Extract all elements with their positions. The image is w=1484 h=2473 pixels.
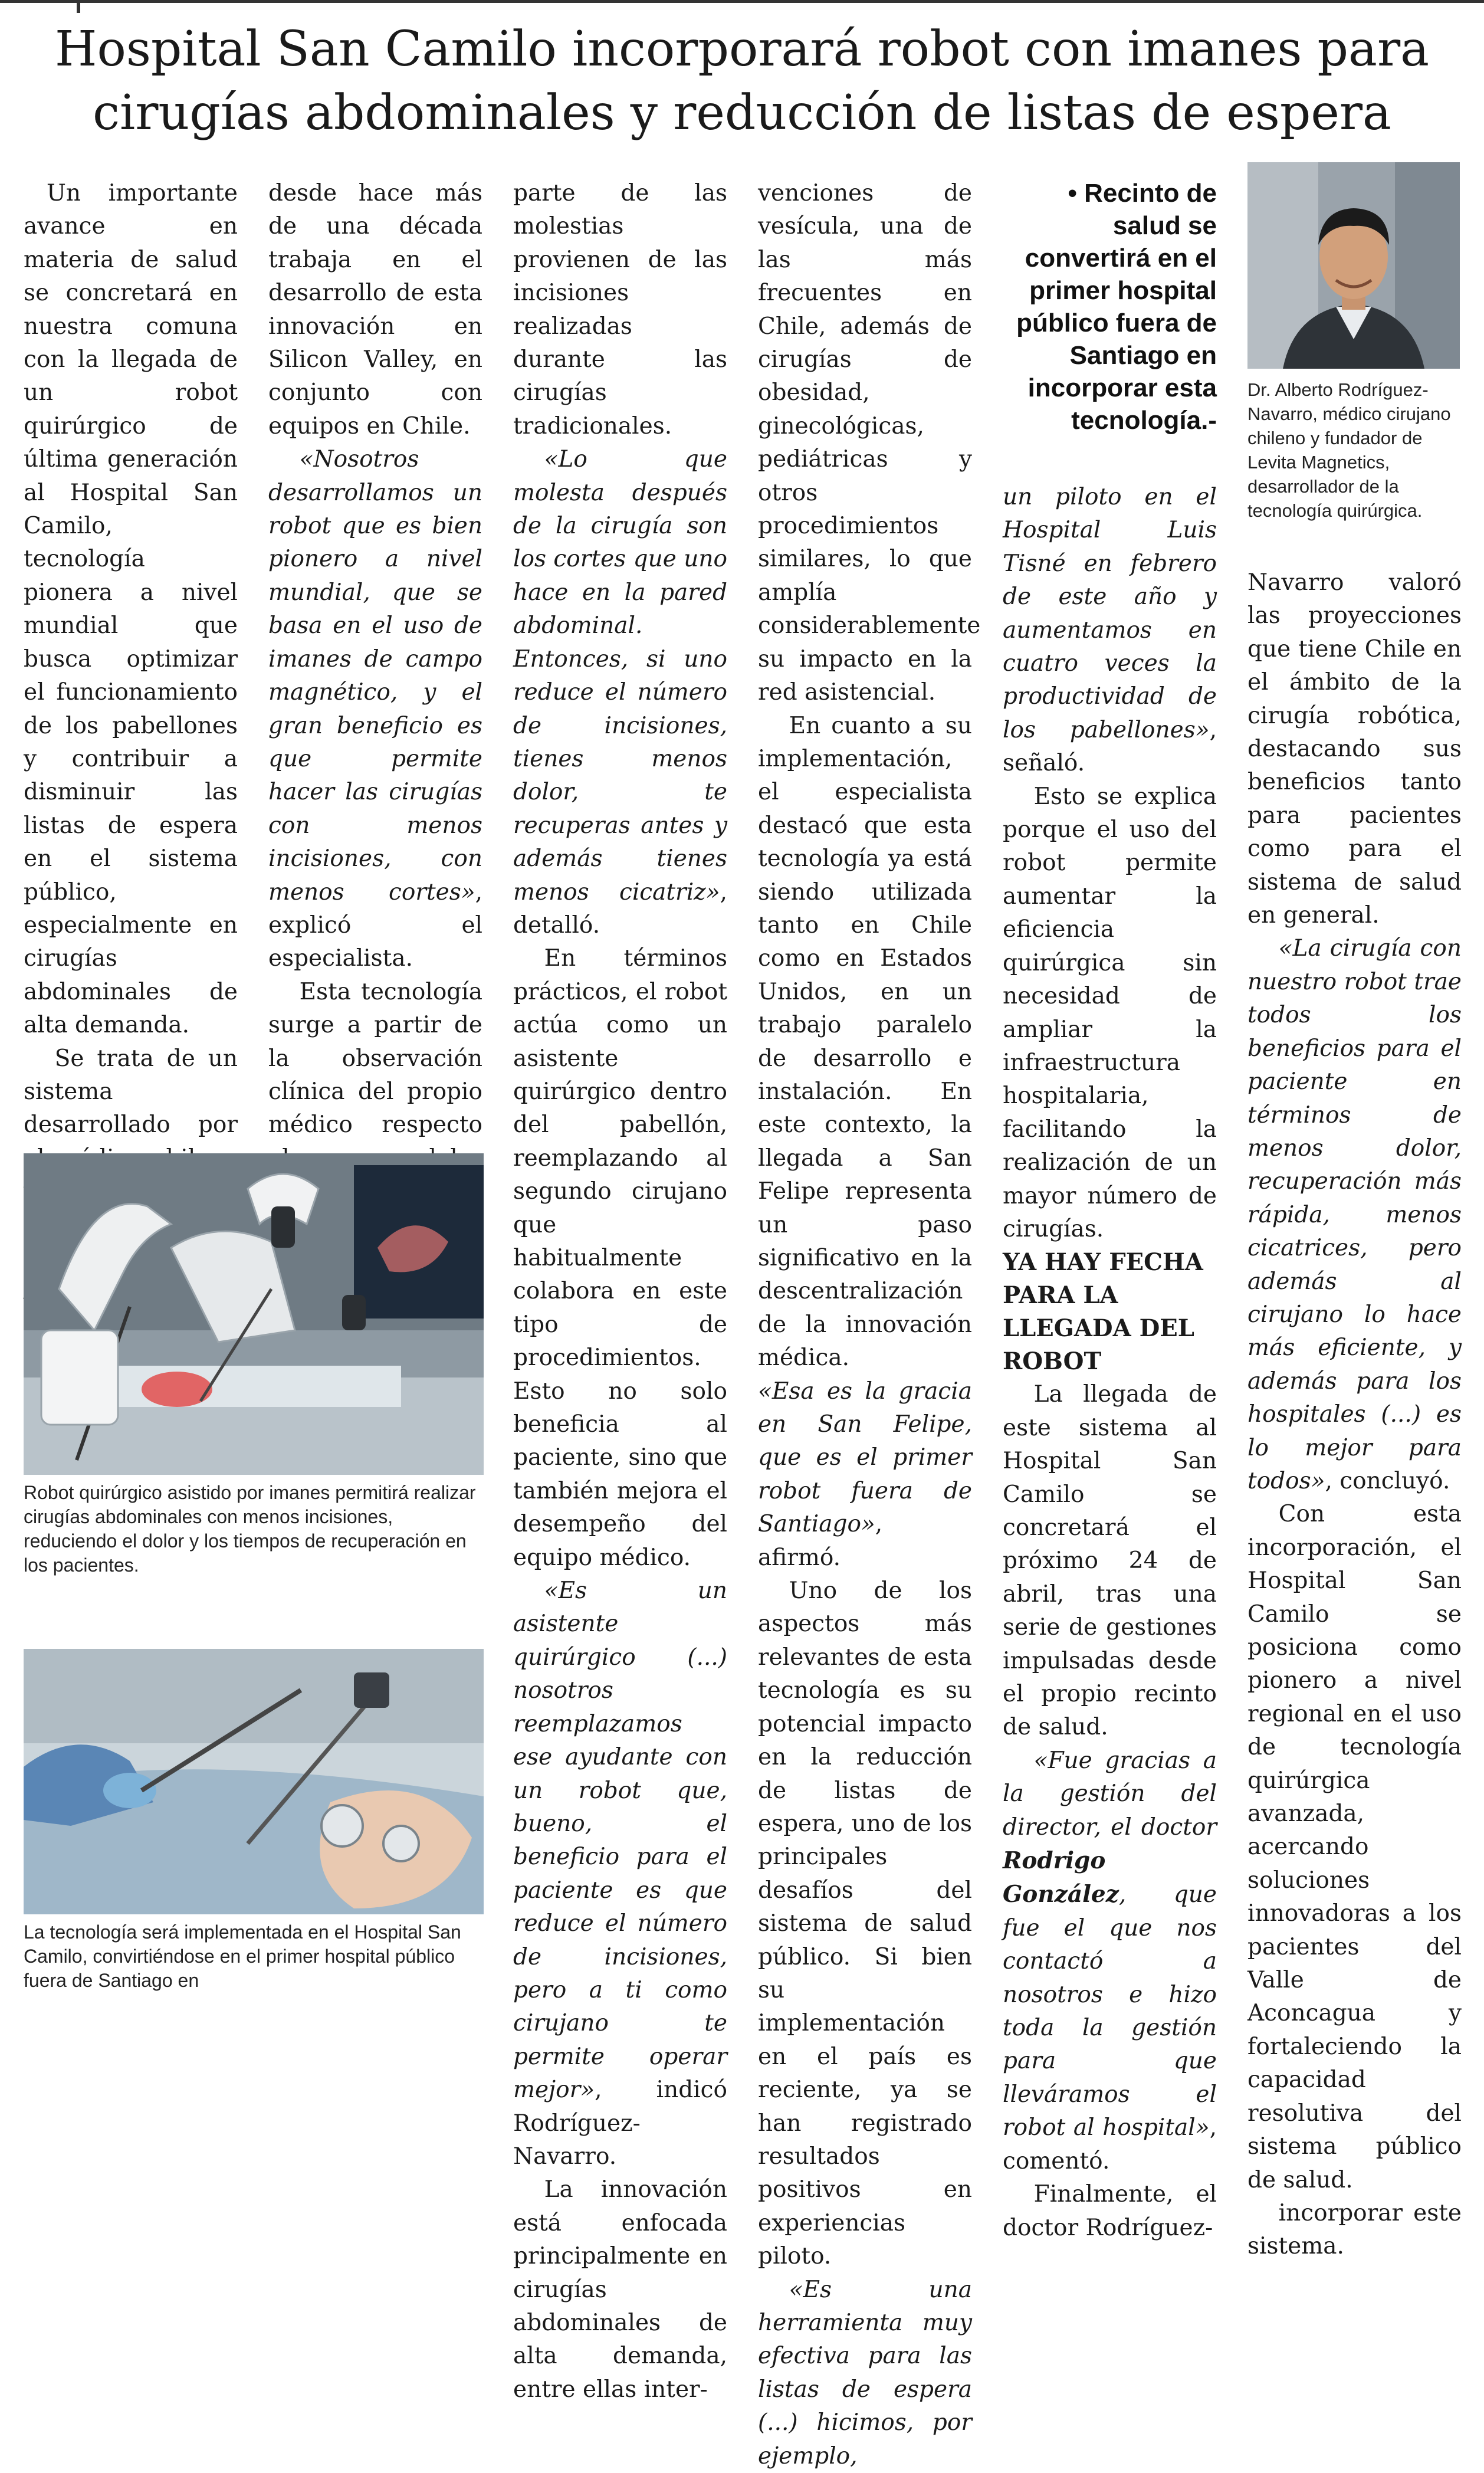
- paragraph: [1003, 1744, 1217, 2178]
- article-column-1: [24, 177, 238, 1139]
- article-column-4: [758, 177, 981, 2469]
- paragraph: [268, 443, 482, 976]
- paragraph-text: , comentó.: [1003, 2114, 1217, 2174]
- paragraph: Uno de los aspectos más relevantes de esta tecnología es su potencial impacto en la reducción de listas de espera, uno de los principales desafíos del sistema de salud público. Si bien su implementación en el país es reciente, ya se han registrado resultados positivos en experiencias piloto.: [758, 1577, 972, 2270]
- paragraph-text: , señaló.: [1003, 716, 1217, 777]
- section-subhead: YA HAY FECHA PARA LA LLEGADA DEL ROBOT: [1003, 1248, 1203, 1376]
- paragraph: [1003, 481, 1217, 780]
- paragraph: [758, 2274, 972, 2473]
- paragraph: [758, 1375, 972, 1575]
- quote: «Nosotros desarrollamos un robot que es bien pionero a nivel mundial, que se basa en el uso de imanes de campo magnético, y el gran beneficio es que permite hacer las cirugías con menos incisiones, con menos cortes»: [268, 446, 482, 906]
- article-column-5: [1003, 481, 1217, 2241]
- paragraph: [513, 443, 727, 942]
- paragraph: incorporar este sistema.: [1247, 2199, 1462, 2260]
- paragraph: Esto se explica porque el uso del robot permite aumentar la eficiencia quirúrgica sin necesidad de ampliar la infraestructura hospitalaria, facilitando la realización de un mayor número de cirugías.: [1003, 783, 1217, 1242]
- quote: un piloto en el Hospital Luis Tisné en febrero de este año y aumentamos en cuatro veces la productividad de los pabellones»: [1003, 484, 1217, 743]
- director-name: Rodrigo González: [1003, 1847, 1119, 1908]
- paragraph-text: , explicó el especialista.: [268, 878, 482, 972]
- quote: «Esa es la gracia en San Felipe, que es el primer robot fuera de Santiago»: [758, 1377, 972, 1538]
- paragraph-text: , concluyó.: [1325, 1467, 1450, 1494]
- article-column-6: [1247, 566, 1462, 2260]
- quote: , que fue el que nos contactó a nosotros e hizo toda la gestión para que lleváramos el robot al hospital»: [1003, 1881, 1217, 2141]
- page-top-rule-tick: [77, 0, 80, 13]
- paragraph: venciones de vesícula, una de las más frecuentes en Chile, además de cirugías de obesidad, ginecológicas, pediátricas y otros procedimientos similares, lo que amplía considerablemente su impacto en la red asistencial.: [758, 180, 981, 706]
- paragraph: [513, 1575, 727, 2173]
- quote: «Es una herramienta muy efectiva para las listas de espera (...) hicimos, por ejemplo,: [758, 2276, 972, 2469]
- paragraph: Un importante avance en materia de salud se concretará en nuestra comuna con la llegada de un robot quirúrgico de última generación al Hospital San Camilo, tecnología pionera a nivel mundial que busca optimizar el funcionamiento de los pabellones y contribuir a disminuir las listas de espera en el sistema público, especialmente en cirugías abdominales de alta demanda.: [24, 180, 238, 1039]
- paragraph: Esta tecnología surge a partir de la observación clínica del propio médico respecto: [268, 978, 482, 1139]
- quote: «Fue gracias a la gestión del director, el doctor: [1003, 1747, 1217, 1841]
- robot-illustration: [24, 1153, 484, 1475]
- doctor-portrait-photo: [1247, 162, 1460, 369]
- robot-photo-caption: Robot quirúrgico asistido por imanes permitirá realizar cirugías abdominales con menos incisiones, reduciendo el dolor y los tiempos de recuperación en los pacientes.: [24, 1482, 476, 1576]
- article-column-3: [513, 177, 727, 2403]
- article-headline: Hospital San Camilo incorporará robot con imanes para cirugías abdominales y reducción de listas de espera: [54, 21, 1430, 141]
- paragraph: [1247, 932, 1462, 1498]
- quote: «Lo que molesta después de la cirugía son los cortes que uno hace en la pared abdominal. Entonces, si uno reduce el número de incisiones, tienes menos dolor, te recuperas antes y además tienes menos cicatriz»: [513, 446, 727, 906]
- quote: «Es un asistente quirúrgico (...) nosotros reemplazamos ese ayudante con un robot que, bueno, el beneficio para el paciente es que reduce el número de incisiones, pero a ti como cirujano te permite operar mejor»: [513, 1577, 727, 2104]
- paragraph-text: Se trata de un sistema desarrollado por: [24, 1045, 238, 1139]
- surgery-illustration: [24, 1649, 484, 1914]
- paragraph: Navarro valoró las proyecciones que tiene Chile en el ámbito de la cirugía robótica, destacando sus beneficios tanto para pacientes como para el sistema de salud en general.: [1247, 569, 1462, 929]
- article-column-2: [268, 177, 482, 1139]
- paragraph: La innovación está enfocada principalmente en cirugías abdominales de alta demanda, entre ellas inter-: [513, 2176, 727, 2403]
- pull-quote: • Recinto de salud se convertirá en el primer hospital público fuera de Santiago en incorporar esta tecnología.-: [1016, 179, 1217, 435]
- paragraph: En términos prácticos, el robot actúa como un asistente quirúrgico dentro del pabellón, reemplazando al segundo cirujano que habitualmente colabora en este tipo de procedimientos. Esto no solo beneficia al paciente, sino que también mejora el desempeño del equipo médico.: [513, 945, 727, 1571]
- paragraph: Finalmente, el doctor Rodríguez-: [1003, 2181, 1217, 2241]
- paragraph-text: , detalló.: [513, 878, 727, 939]
- page-top-rule: [0, 0, 1484, 3]
- paragraph: desde hace más de una década trabaja en el desarrollo de esta innovación en Silicon Valley, en conjunto con equipos en Chile.: [268, 180, 482, 440]
- portrait-illustration: [1247, 162, 1460, 369]
- paragraph-text: , indicó Rodríguez-Navarro.: [513, 2077, 727, 2170]
- surgery-photo: [24, 1649, 484, 1914]
- paragraph: Con esta incorporación, el Hospital San Camilo se posiciona como pionero a nivel regional en el uso de tecnología quirúrgica avanzada, acercando soluciones innovadoras a los pacientes del Valle de Aconcagua y fortaleciendo la capacidad resolutiva del sistema público de salud.: [1247, 1501, 1462, 2193]
- surgery-photo-caption: La tecnología será implementada en el Hospital San Camilo, convirtiéndose en el primer hospital público fuera de Santiago en: [24, 1921, 461, 1991]
- doctor-portrait-caption: Dr. Alberto Rodríguez-Navarro, médico cirujano chileno y fundador de Levita Magnetics, desarrollador de la tecnología quirúrgica.: [1247, 379, 1451, 521]
- paragraph-text: , afirmó.: [758, 1511, 883, 1571]
- paragraph: parte de las molestias provienen de las incisiones realizadas durante las cirugías tradicionales.: [513, 180, 727, 440]
- paragraph: La llegada de este sistema al Hospital San Camilo se concretará el próximo 24 de abril, tras una serie de gestiones impulsadas desde el propio recinto de salud.: [1003, 1381, 1217, 1741]
- quote: «La cirugía con nuestro robot trae todos los beneficios para el paciente en términos de menos dolor, recuperación más rápida, menos cicatrices, pero además al cirujano lo hace más eficiente, y además para los hospitales (...) es lo mejor para todos»: [1247, 935, 1462, 1494]
- paragraph: En cuanto a su implementación, el especialista destacó que esta tecnología ya está siendo utilizada tanto en Chile como en Estados Unidos, en un trabajo paralelo de desarrollo e instalación. En este contexto, la llegada a San Felipe representa un paso significativo en la descentralización de la innovación médica.: [758, 712, 972, 1372]
- robot-photo: [24, 1153, 484, 1475]
